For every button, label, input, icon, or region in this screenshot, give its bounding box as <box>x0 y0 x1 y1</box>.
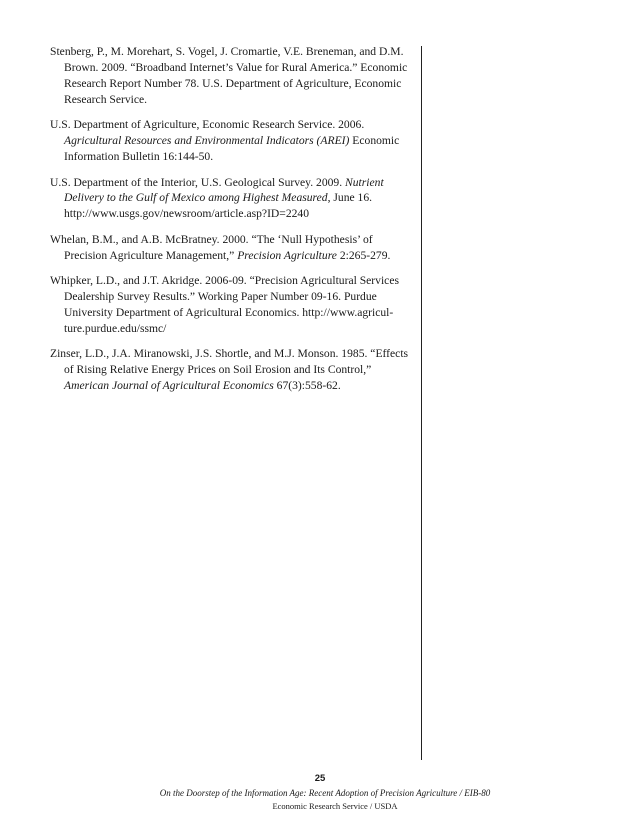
ref-text: Zinser, L.D., J.A. Miranowski, J.S. Shortle, and M.J. Monson. 1985. “Effects of Rising Relative Energy Prices on Soil Erosion and Its Control,” <box>50 347 409 377</box>
ref-text: U.S. Department of Agriculture, Economic Research Service. 2006. <box>50 118 365 132</box>
reference-whipker <box>50 273 415 337</box>
ref-text: Stenberg, P., M. Morehart, S. Vogel, J. Cromartie, V.E. Breneman, and D.M. Brown. 2009. “Broadband Internet’s Value for Rural America.” Economic Research Report Number 78. U.S. Department of Agriculture, Economic Research Service. <box>50 45 408 106</box>
references-list <box>50 44 415 404</box>
publication-title: On the Doorstep of the Information Age: Recent Adoption of Precision Agriculture / EIB-80 <box>159 788 491 798</box>
ref-text: Whelan, B.M., and A.B. McBratney. 2000. “The ‘Null Hypothesis’ of Precision Agriculture Management,” <box>50 232 373 262</box>
ref-tail: 2:265-279. <box>336 248 391 262</box>
ref-tail: , June 16. http://www.usgs.gov/newsroom/article.asp?ID=2240 <box>64 191 373 221</box>
reference-usda-ers <box>50 117 415 165</box>
column-divider <box>421 46 422 760</box>
page-number: 25 <box>314 773 326 784</box>
ref-text: Whipker, L.D., and J.T. Akridge. 2006-09. “Precision Agricultural Services Dealership Survey Results.” Working Paper Number 09-16. Purdue University Department of Agricultural Economics. http://www.agricul-ture.purdue.edu/ssmc/ <box>50 274 399 335</box>
ref-tail: Economic Information Bulletin 16:144-50. <box>64 134 400 164</box>
ref-italic: Precision Agriculture <box>237 248 337 262</box>
reference-zinser <box>50 346 415 394</box>
ref-italic: American Journal of Agricultural Economics <box>64 379 274 393</box>
ref-italic: Nutrient Delivery to the Gulf of Mexico among Highest Measured <box>64 175 384 205</box>
reference-stenberg <box>50 44 415 108</box>
reference-whelan <box>50 232 415 264</box>
ref-text: U.S. Department of the Interior, U.S. Geological Survey. 2009. <box>50 175 346 189</box>
ref-italic: Agricultural Resources and Environmental Indicators (AREI) <box>64 134 350 148</box>
ref-tail: 67(3):558-62. <box>273 379 341 393</box>
agency-line: Economic Research Service / USDA <box>272 801 398 811</box>
reference-usgs <box>50 175 415 223</box>
